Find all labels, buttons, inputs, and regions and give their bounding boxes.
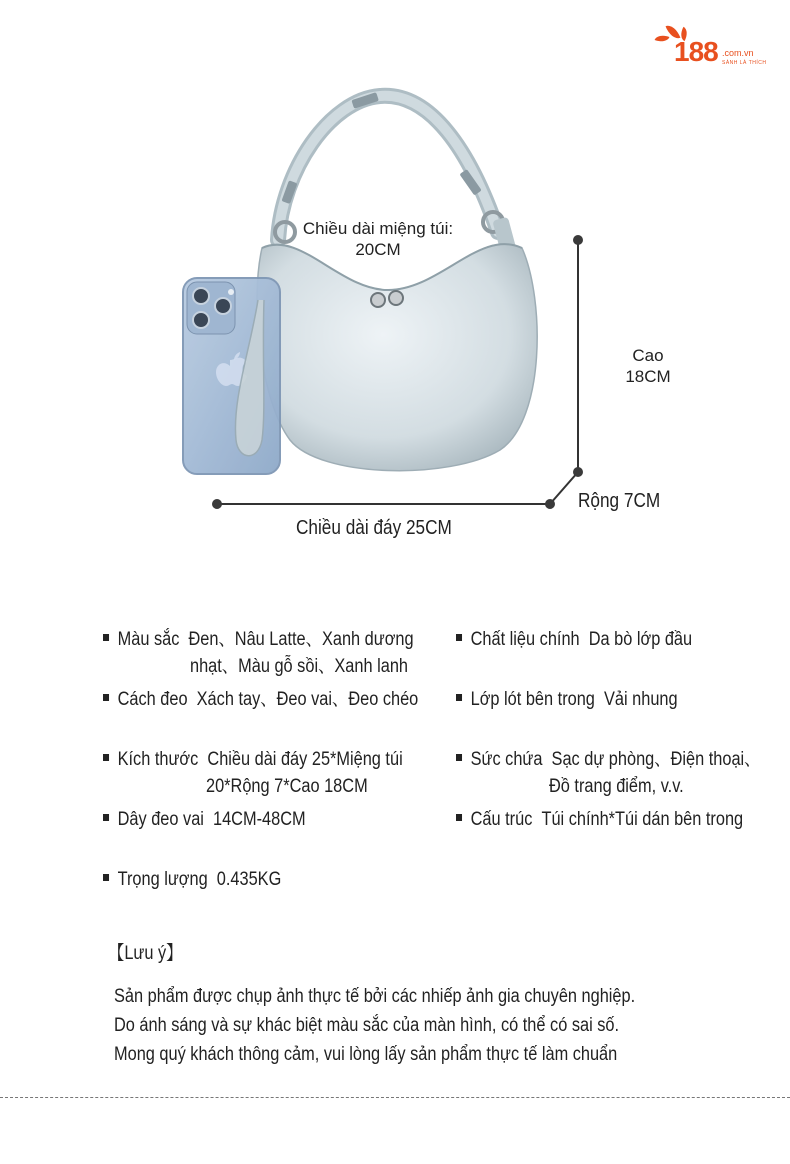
width-label: Rộng 7CM [578, 490, 661, 512]
spec-lining-value: Vải nhung [603, 689, 678, 710]
spec-capacity-value-2: Đồ trang điểm, v.v. [549, 776, 684, 797]
spec-size-label: Kích thước [117, 749, 199, 770]
product-illustration [0, 0, 790, 560]
spec-color-cont [190, 653, 408, 680]
bullet-icon [456, 754, 462, 761]
spec-size-cont [206, 773, 368, 800]
spec-size [103, 746, 403, 773]
spec-size-value-2: 20*Rộng 7*Cao 18CM [206, 776, 368, 797]
spec-color-value: Đen、Nâu Latte、Xanh dương [188, 629, 414, 650]
spec-capacity [456, 746, 761, 773]
height-label [608, 345, 688, 387]
height-label-value: 18CM [625, 367, 671, 386]
spec-material-label: Chất liệu chính [470, 629, 580, 650]
spec-color-value-2: nhạt、Màu gỗ sồi、Xanh lanh [190, 656, 409, 677]
phone-icon [183, 278, 280, 474]
spec-material-value: Da bò lớp đầu [588, 629, 693, 650]
note-line-3: Mong quý khách thông cảm, vui lòng lấy sản phẩm thực tế làm chuẩn [114, 1044, 618, 1065]
logo-tagline: SÀNH LÀ THÍCH [722, 60, 767, 66]
spec-lining-label: Lớp lót bên trong [470, 689, 595, 710]
measure-dot [212, 499, 222, 509]
spec-strap-label: Dây đeo vai [117, 809, 204, 830]
spec-lining [456, 686, 678, 713]
bullet-icon [456, 634, 462, 641]
bag-body [257, 244, 537, 471]
spec-wear [103, 686, 418, 713]
bullet-icon [456, 694, 462, 701]
dashed-divider [0, 1097, 790, 1098]
bullet-icon [103, 754, 109, 761]
bullet-icon [103, 694, 109, 701]
measure-dot [545, 499, 555, 509]
note-title: 【Lưu ý】 [108, 943, 183, 964]
logo-domain: .com.vn [722, 48, 754, 58]
spec-size-value: Chiều dài đáy 25*Miệng túi [207, 749, 403, 770]
spec-wear-value: Xách tay、Đeo vai、Đeo chéo [196, 689, 419, 710]
spec-material [456, 626, 692, 653]
spec-structure-label: Cấu trúc [470, 809, 533, 830]
spec-capacity-label: Sức chứa [470, 749, 543, 770]
spec-structure-value: Túi chính*Túi dán bên trong [541, 809, 744, 830]
note-line-1: Sản phẩm được chụp ảnh thực tế bởi các nhiếp ảnh gia chuyên nghiệp. [114, 986, 636, 1007]
height-label-title: Cao [632, 346, 664, 365]
bullet-icon [103, 634, 109, 641]
spec-color-label: Màu sắc [117, 629, 180, 650]
spec-weight [103, 866, 281, 893]
measure-dot [573, 467, 583, 477]
bullet-icon [103, 814, 109, 821]
bullet-icon [103, 874, 109, 881]
mouth-length-label: Chiều dài miệng túi: 20CM [302, 219, 454, 259]
logo-number: 188 [674, 36, 718, 67]
spec-color [103, 626, 414, 653]
spec-weight-label: Trọng lượng [117, 869, 208, 890]
spec-strap [103, 806, 306, 833]
spec-structure [456, 806, 743, 833]
spec-capacity-value: Sạc dự phòng、Điện thoại、 [551, 749, 761, 770]
spec-weight-value: 0.435KG [216, 869, 282, 890]
bullet-icon [456, 814, 462, 821]
spec-capacity-cont [549, 773, 684, 800]
spec-strap-value: 14CM-48CM [212, 809, 306, 830]
note-line-2: Do ánh sáng và sự khác biệt màu sắc của màn hình, có thể có sai số. [114, 1015, 620, 1036]
measure-dot [573, 235, 583, 245]
bottom-length-label: Chiều dài đáy 25CM [296, 517, 452, 539]
spec-wear-label: Cách đeo [117, 689, 188, 710]
